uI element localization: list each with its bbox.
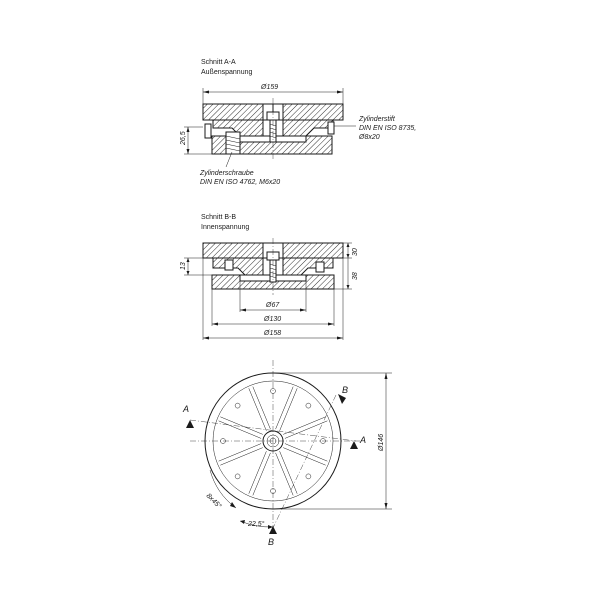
slot-edge: [219, 421, 262, 439]
clamp-right-bb: [283, 258, 333, 275]
section-aa-title: Schnitt A-A: [201, 59, 236, 66]
mounting-hole: [306, 474, 311, 479]
slot-edge: [249, 388, 267, 431]
slot-edge: [253, 453, 271, 496]
section-aa-subtitle: Außenspannung: [201, 69, 253, 76]
dim-26-5: 26,5: [180, 131, 187, 145]
dim-d158: Ø158: [264, 330, 282, 337]
screw-label-2: DIN EN ISO 4762, M6x20: [200, 179, 281, 186]
slot-edge: [220, 417, 262, 435]
dim-30: 30: [352, 248, 359, 256]
dim-d159: Ø159: [261, 84, 279, 91]
slot-edge: [285, 421, 328, 439]
section-bb: [180, 214, 359, 340]
slot-edge: [283, 417, 326, 435]
section-line-bb: [273, 395, 336, 528]
dim-38: 38: [352, 272, 359, 280]
mounting-hole: [235, 474, 240, 479]
clamp-right: [283, 120, 333, 136]
label-b-top: B: [342, 385, 349, 395]
pin-label-3: Ø8x20: [359, 134, 380, 141]
dim-d146: Ø146: [378, 433, 385, 451]
mounting-hole: [235, 403, 240, 408]
clamp-left-bb: [213, 258, 263, 275]
slot-edge: [283, 448, 326, 466]
mounting-hole: [306, 403, 311, 408]
spring: [226, 132, 240, 154]
label-a-left: A: [183, 404, 190, 414]
slot-edge: [285, 444, 328, 462]
slot-edge: [276, 453, 294, 496]
section-bb-subtitle: Innenspannung: [201, 224, 250, 231]
pin-right: [328, 122, 334, 134]
pin-label-2: DIN EN ISO 8735,: [359, 125, 417, 132]
dim-13: 13: [180, 262, 187, 270]
slot-edge: [220, 448, 262, 466]
top-view: [182, 360, 392, 547]
pin-left: [205, 124, 211, 138]
section-bb-title: Schnitt B-B: [201, 214, 237, 221]
pin-label-1: Zylinderstift: [359, 116, 395, 123]
screw-label-1: Zylinderschraube: [200, 170, 254, 177]
angle-22-5: 22,5°: [248, 521, 265, 528]
slot-edge: [280, 388, 298, 431]
slot-edge: [276, 387, 294, 430]
slot-edge: [249, 451, 267, 494]
angle-8x45: 8x45°: [204, 492, 223, 511]
label-b-bottom: B: [268, 537, 275, 547]
dim-d130: Ø130: [264, 316, 282, 323]
label-a-right: A: [360, 435, 367, 445]
section-aa: [180, 59, 416, 186]
slot-edge: [280, 451, 298, 494]
slot-edge: [253, 387, 271, 430]
dim-d67: Ø67: [266, 302, 280, 309]
slot-edge: [219, 444, 262, 462]
